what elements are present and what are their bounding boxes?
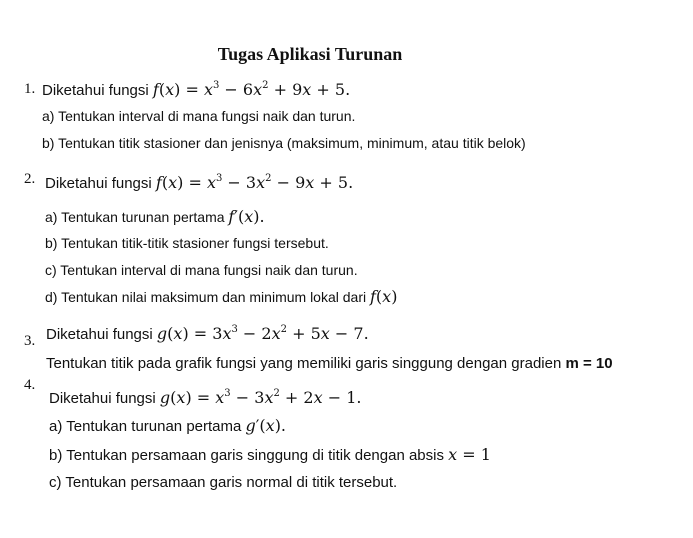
question-2-part-d-text: d) Tentukan nilai maksimum dan minimum lokal dari	[45, 289, 367, 305]
question-2-part-a	[45, 207, 265, 226]
question-2-part-d-function: f(x)	[369, 287, 398, 306]
question-3-statement	[46, 324, 369, 343]
question-3-number: 3.	[24, 333, 36, 349]
question-4-part-a-text: a) Tentukan turunan pertama	[49, 418, 242, 435]
question-4-abscissa: x = 1	[448, 445, 491, 464]
question-4-part-c: c) Tentukan persamaan garis normal di titik tersebut.	[49, 474, 398, 491]
question-4-part-b	[49, 445, 491, 464]
question-1-statement	[42, 80, 350, 99]
document-title: Tugas Aplikasi Turunan	[217, 44, 403, 64]
question-4-part-b-text: b) Tentukan persamaan garis singgung di titik dengan absis	[49, 447, 444, 464]
question-2-part-b: b) Tentukan titik-titik stasioner fungsi tersebut.	[45, 235, 329, 251]
question-3-task-text: Tentukan titik pada grafik fungsi yang memiliki garis singgung dengan gradien	[46, 355, 562, 372]
question-2-function: $f(x) = x^3 - 3x^2 - 9x + 5$.	[155, 173, 354, 192]
question-2-statement	[45, 173, 353, 192]
question-4-part-a	[49, 416, 286, 435]
question-2-derivative-notation: f′(x).	[228, 207, 265, 226]
question-1-part-a: a) Tentukan interval di mana fungsi naik dan turun.	[42, 108, 356, 124]
question-1-intro: Diketahui fungsi	[42, 82, 149, 99]
question-2-number: 2.	[24, 171, 36, 187]
question-4-statement	[49, 388, 361, 407]
question-3-intro: Diketahui fungsi	[46, 326, 153, 343]
question-2-part-c: c) Tentukan interval di mana fungsi naik dan turun.	[45, 262, 358, 278]
question-3-task	[46, 355, 613, 372]
question-4-number: 4.	[24, 377, 36, 393]
question-1-number: 1.	[24, 81, 36, 97]
question-4-intro: Diketahui fungsi	[49, 390, 156, 407]
question-4-derivative-notation: g′(x).	[245, 416, 287, 435]
question-1-function: $f(x) = x^3 - 6x^2 + 9x + 5$.	[152, 80, 351, 99]
question-3-gradient: m = 10	[565, 355, 613, 372]
question-2-intro: Diketahui fungsi	[45, 175, 152, 192]
question-1-part-b: b) Tentukan titik stasioner dan jenisnya (maksimum, minimum, atau titik belok)	[42, 135, 526, 151]
question-4-function: $g(x) = x^3 - 3x^2 + 2x - 1$.	[159, 388, 362, 407]
question-3-function: $g(x) = 3x^3 - 2x^2 + 5x - 7$.	[156, 324, 369, 343]
question-2-part-a-text: a) Tentukan turunan pertama	[45, 209, 225, 225]
question-2-part-d	[45, 287, 397, 306]
